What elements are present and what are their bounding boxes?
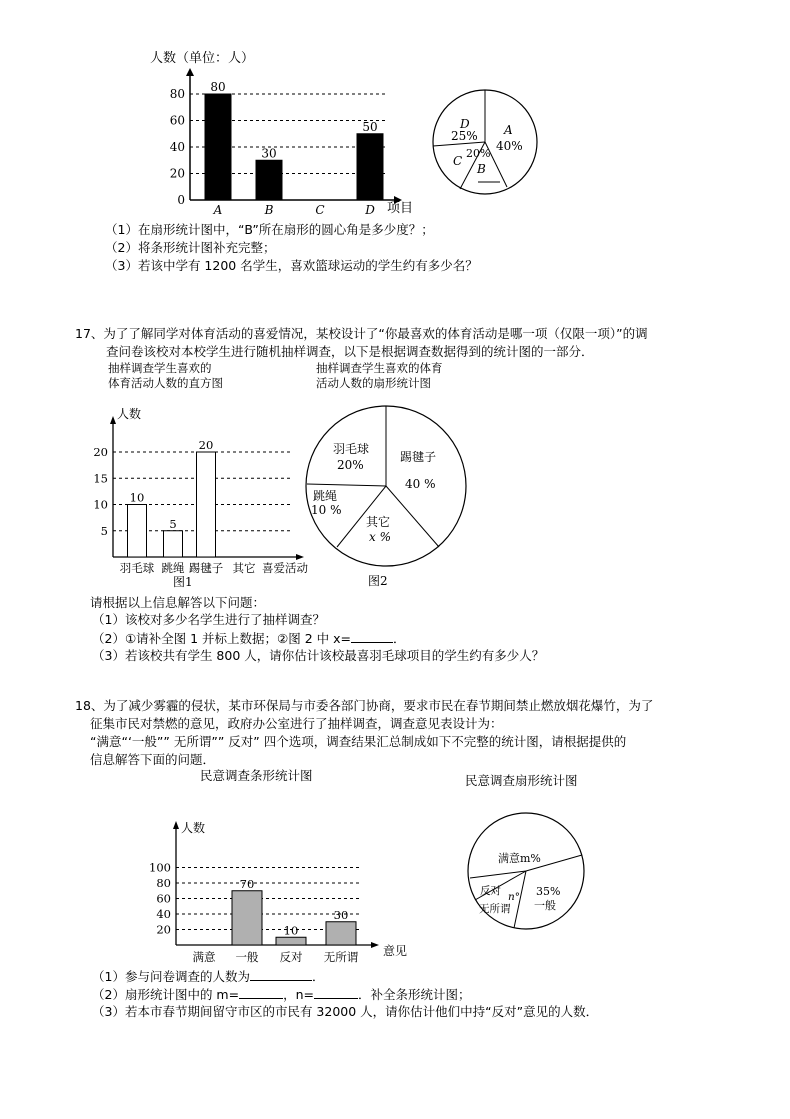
q18-pie-label: 反对 <box>480 885 501 897</box>
q18-question-1: （1）参与问卷调查的人数为 ． <box>92 969 325 984</box>
q16-y-axis-label: 人数（单位：人） <box>150 51 255 66</box>
q18-question-3: （3）若本市春节期间留守市区的市民有 32000 人，请你估计他们中持“反对”意见的人数． <box>92 1004 599 1019</box>
q17-intro-line2: 查问卷该校对本校学生进行随机抽样调查，以下是根据调查数据得到的统计图的一部分． <box>106 344 594 359</box>
q16-pie-pct: 20% <box>466 147 491 160</box>
q17-fig1-caption: 图1 <box>173 575 193 589</box>
q18-intro-line3: “满意“‘一般”” 无所谓”” 反对” 四个选项，调查结果汇总制成如下不完整的统计图，请根据提供的 <box>90 734 627 749</box>
q17-caption2-line1: 抽样调查学生喜欢的体育 <box>316 361 443 375</box>
q17-caption1-line1: 抽样调查学生喜欢的 <box>108 361 212 375</box>
x-category-label: 反对 <box>279 950 303 964</box>
q16-pie-label: B <box>477 162 486 176</box>
bar-value-label: 30 <box>261 146 277 161</box>
q18-x-axis-label: 意见 <box>383 944 408 958</box>
q17-pie-label: 羽毛球 <box>333 442 370 456</box>
y-tick-label: 100 <box>149 860 171 875</box>
q17-fig2-caption: 图2 <box>368 574 388 588</box>
q18-pie-label: 满意m% <box>498 852 541 865</box>
q18-answer-blank-n[interactable] <box>314 986 358 999</box>
x-category-label: 满意 <box>192 950 216 964</box>
q18-pie-label: 一般 <box>534 899 556 912</box>
q18-pie-pct: 35% <box>536 885 561 898</box>
x-category-label: 羽毛球 <box>119 561 155 575</box>
bar-value-label: 50 <box>362 119 378 134</box>
x-category-label: D <box>365 203 375 217</box>
q18-pie-divider <box>470 871 526 878</box>
y-tick-label: 80 <box>156 876 171 890</box>
bar-value-label: 10 <box>129 490 145 505</box>
x-category-label: 跳绳 <box>161 561 185 575</box>
q17-prompt: 请根据以上信息解答以下问题： <box>90 595 266 610</box>
q18-answer-blank-m[interactable] <box>239 986 283 999</box>
bar-value-label: 30 <box>333 907 349 922</box>
q16-watermark: m <box>206 141 216 152</box>
bar-value-label: 5 <box>169 516 177 531</box>
y-tick-label: 20 <box>156 922 171 937</box>
y-tick-label: 40 <box>156 907 171 921</box>
y-tick-label: 60 <box>169 113 185 128</box>
y-tick-label: 10 <box>93 497 108 512</box>
x-category-label: C <box>315 203 325 217</box>
q16-pie-label: D <box>460 117 470 131</box>
q18-intro-line1: 18、为了减少雾霾的侵状，某市环保局与市委各部门协商，要求市民在春节期间禁止燃放烟花爆竹，为了 <box>75 698 654 713</box>
q17-pie-pct: 10 % <box>311 503 342 517</box>
bar-value-label: 10 <box>283 923 299 938</box>
q16-pie-pct: 40% <box>496 139 523 153</box>
bar-value-label: 80 <box>210 80 226 94</box>
q16-pie-pct: 25% <box>451 129 478 143</box>
q18-pie-title: 民意调查扇形统计图 <box>465 773 578 788</box>
q18-pie-label: 无所谓 <box>479 903 511 915</box>
q16-question-2: （2）将条形统计图补充完整； <box>105 240 276 255</box>
q16-pie-label: C <box>453 154 463 168</box>
q17-caption1-line2: 体育活动人数的直方图 <box>108 376 223 390</box>
q17-pie-pct: x % <box>369 530 391 544</box>
q17-pie-label: 踢毽子 <box>400 450 437 464</box>
q17-question-2: （2）①请补全图 1 并标上数据；②图 2 中 x= ． <box>92 631 406 646</box>
y-tick-label: 40 <box>169 140 185 154</box>
y-tick-label: 5 <box>100 523 108 538</box>
x-category-label: 一般 <box>235 950 259 964</box>
q17-pie-label: 跳绳 <box>313 489 338 503</box>
q17-pie-pct: 20% <box>337 458 364 472</box>
q17-pie-pct: 40 % <box>405 477 436 491</box>
x-category-label: 其它 <box>232 561 256 575</box>
q17-question-1: （1）该校对多少名学生进行了抽样调查？ <box>92 612 325 627</box>
q17-pie-label: 其它 <box>366 515 391 529</box>
q18-y-axis-label: 人数 <box>181 821 206 835</box>
y-tick-label: 60 <box>156 891 171 906</box>
q18-intro-line2: 征集市民对禁燃的意见，政府办公室进行了抽样调查，调查意见表设计为： <box>90 716 503 731</box>
q16-x-axis-label: 项目 <box>387 201 414 216</box>
q18-bar-title: 民意调查条形统计图 <box>200 768 313 783</box>
x-category-label: A <box>213 203 223 217</box>
q17-x-axis-label: 喜爱活动 <box>262 561 308 575</box>
q17-intro-line1: 17、为了了解同学对体育活动的喜爱情况，某校设计了“你最喜欢的体育活动是哪一项（仅限一项）”的调 <box>75 326 648 341</box>
q17-question-3: （3）若该校共有学生 800 人，请你估计该校最喜羽毛球项目的学生约有多少人？ <box>92 648 545 663</box>
y-tick-label: 15 <box>93 471 108 486</box>
x-category-label: 踢毽子 <box>188 561 224 575</box>
q16-pie-label: A <box>504 123 513 137</box>
q18-intro-line4: 信息解答下面的问题． <box>90 752 216 767</box>
bar-value-label: 70 <box>239 876 255 891</box>
q17-y-axis-label: 人数 <box>117 407 142 421</box>
y-tick-label: 20 <box>169 166 185 181</box>
y-tick-label: 0 <box>177 193 185 207</box>
y-tick-label: 20 <box>93 445 108 459</box>
q16-question-3: （3）若该中学有 1200 名学生，喜欢篮球运动的学生约有多少名？ <box>105 258 478 273</box>
q16-question-1: （1）在扇形统计图中，“B”所在扇形的圆心角是多少度？； <box>105 222 434 237</box>
q18-answer-blank-1[interactable] <box>250 968 312 981</box>
x-category-label: B <box>264 203 274 217</box>
x-category-label: 无所谓 <box>323 950 359 964</box>
q18-pie-pct: n° <box>508 891 521 903</box>
q18-question-2: （2）扇形统计图中的 m= ，n= ．补全条形统计图； <box>92 987 471 1002</box>
y-tick-label: 80 <box>169 87 185 101</box>
q17-caption2-line2: 活动人数的扇形统计图 <box>316 376 431 390</box>
bar-value-label: 20 <box>198 438 214 452</box>
